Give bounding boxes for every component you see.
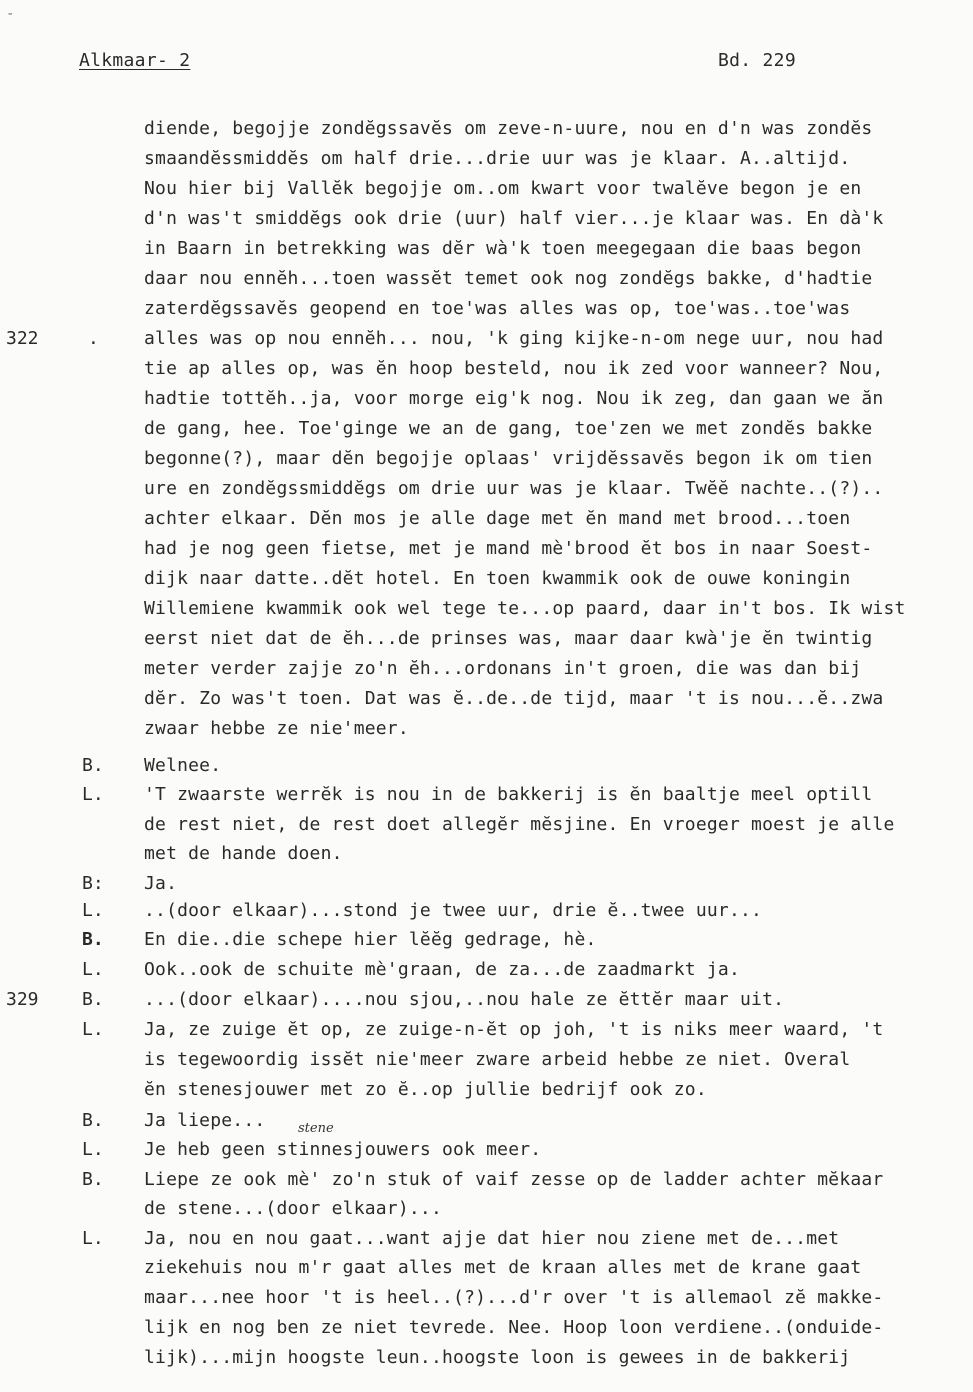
body-line: zaterdĕgssavĕs geopend en toe'was alles was op, toe'was..toe'was [144, 298, 851, 319]
speaker-label: L. [82, 1139, 104, 1160]
dialogue-line: Ja, ze zuige ĕt op, ze zuige-n-ĕt op joh, 't is niks meer waard, 't [144, 1019, 884, 1040]
dialogue-line: met de hande doen. [144, 843, 343, 864]
dialogue-line: lijk)...mijn hoogste leun..hoogste loon is gewees in de bakkerij [144, 1347, 851, 1368]
dialogue-line: Liepe ze ook mè' zo'n stuk of vaif zesse op de ladder achter mĕkaar [144, 1169, 884, 1190]
body-line: Willemiene kwammik ook wel tege te...op paard, daar in't bos. Ik wist [144, 598, 906, 619]
body-line: eerst niet dat de ĕh...de prinses was, maar daar kwà'je ĕn twintig [144, 628, 873, 649]
line-number: 322 [6, 328, 39, 349]
dialogue-line: de stene...(door elkaar)... [144, 1198, 442, 1219]
body-line: dĕr. Zo was't toen. Dat was ĕ..de..de tijd, maar 't is nou...ĕ..zwa [144, 688, 884, 709]
body-line: achter elkaar. Dĕn mos je alle dage met ĕn mand met brood...toen [144, 508, 851, 529]
body-line: hadtie tottĕh..ja, voor morge eig'k nog. Nou ik zeg, dan gaan we ăn [144, 388, 884, 409]
body-line: in Baarn in betrekking was dĕr wà'k toen meegegaan die baas begon [144, 238, 862, 259]
speaker-label: L. [82, 784, 104, 805]
speaker-label: L. [82, 900, 104, 921]
dialogue-line: En die..die schepe hier lĕĕg gedrage, hè. [144, 929, 597, 950]
dialogue-line: 'T zwaarste werrĕk is nou in de bakkerij is ĕn baaltje meel optill [144, 784, 873, 805]
page-number: Bd. 229 [718, 50, 796, 71]
speaker-label: L. [82, 959, 104, 980]
body-line: daar nou ennĕh...toen wassĕt temet ook nog zondĕgs bakke, d'hadtie [144, 268, 873, 289]
dialogue-line: Je heb geen stinnesjouwers ook meer. [144, 1139, 542, 1160]
line-number: 329 [6, 989, 39, 1010]
speaker-label: B. [82, 989, 104, 1010]
body-line: de gang, hee. Toe'ginge we an de gang, toe'zen we met zondĕs bakke [144, 418, 873, 439]
body-line: Nou hier bij Vallĕk begojje om..om kwart voor twalĕve begon je en [144, 178, 862, 199]
dialogue-line: ziekehuis nou m'r gaat alles met de kraan alles met de krane gaat [144, 1257, 862, 1278]
body-line: tie ap alles op, was ĕn hoop besteld, nou ik zed voor wanneer? Nou, [144, 358, 884, 379]
dialogue-line: is tegewoordig issĕt nie'meer zware arbeid hebbe ze niet. Overal [144, 1049, 851, 1070]
speaker-label: B. [82, 755, 104, 776]
speaker-label: L. [82, 1228, 104, 1249]
speaker-label: B. [82, 1110, 104, 1131]
body-line: dijk naar datte..dĕt hotel. En toen kwammik ook de ouwe koningin [144, 568, 851, 589]
dialogue-line: Ja, nou en nou gaat...want ajje dat hier nou ziene met de...met [144, 1228, 840, 1249]
dialogue-line: maar...nee hoor 't is heel..(?)...d'r over 't is allemaol zĕ makke- [144, 1287, 884, 1308]
dialogue-line: Ook..ook de schuite mè'graan, de za...de zaadmarkt ja. [144, 959, 740, 980]
body-line: diende, begojje zondĕgssavĕs om zeve-n-uure, nou en d'n was zondĕs [144, 118, 873, 139]
margin-dot: . [88, 328, 99, 349]
speaker-label: B. [82, 929, 104, 950]
speaker-label: B: [82, 873, 104, 894]
speaker-label: B. [82, 1169, 104, 1190]
dialogue-line: lijk en nog ben ze niet tevrede. Nee. Hoop loon verdiene..(onduide- [144, 1317, 884, 1338]
body-line: had je nog geen fietse, met je mand mè'brood ĕt bos in naar Soest- [144, 538, 873, 559]
body-line: alles was op nou ennĕh... nou, 'k ging kijke-n-om nege uur, nou had [144, 328, 884, 349]
body-line: meter verder zajje zo'n ĕh...ordonans in't groen, die was dan bij [144, 658, 862, 679]
body-line: d'n was't smiddĕgs ook drie (uur) half vier...je klaar was. En dà'k [144, 208, 884, 229]
dialogue-line: ĕn stenesjouwer met zo ĕ..op jullie bedrijf ook zo. [144, 1079, 707, 1100]
top-mark: - [6, 6, 15, 22]
document-location: Alkmaar- 2 [79, 50, 191, 71]
dialogue-line: ..(door elkaar)...stond je twee uur, drie ĕ..twee uur... [144, 900, 763, 921]
body-line: begonne(?), maar dĕn begojje oplaas' vrijdĕssavĕs begon ik om tien [144, 448, 873, 469]
dialogue-line: Welnee. [144, 755, 222, 776]
body-line: zwaar hebbe ze nie'meer. [144, 718, 409, 739]
speaker-label: L. [82, 1019, 104, 1040]
dialogue-line: ...(door elkaar)....nou sjou,..nou hale ze ĕttĕr maar uit. [144, 989, 785, 1010]
body-line: ure en zondĕgssmiddĕgs om drie uur was je klaar. Twĕĕ nachte..(?).. [144, 478, 884, 499]
dialogue-line: Ja. [144, 873, 178, 894]
handwritten-correction: stene [298, 1121, 334, 1136]
body-line: smaandĕssmiddĕs om half drie...drie uur was je klaar. A..altijd. [144, 148, 851, 169]
dialogue-line: de rest niet, de rest doet allegĕr mĕsjine. En vroeger moest je alle [144, 814, 895, 835]
dialogue-line: Ja liepe... [144, 1110, 266, 1131]
